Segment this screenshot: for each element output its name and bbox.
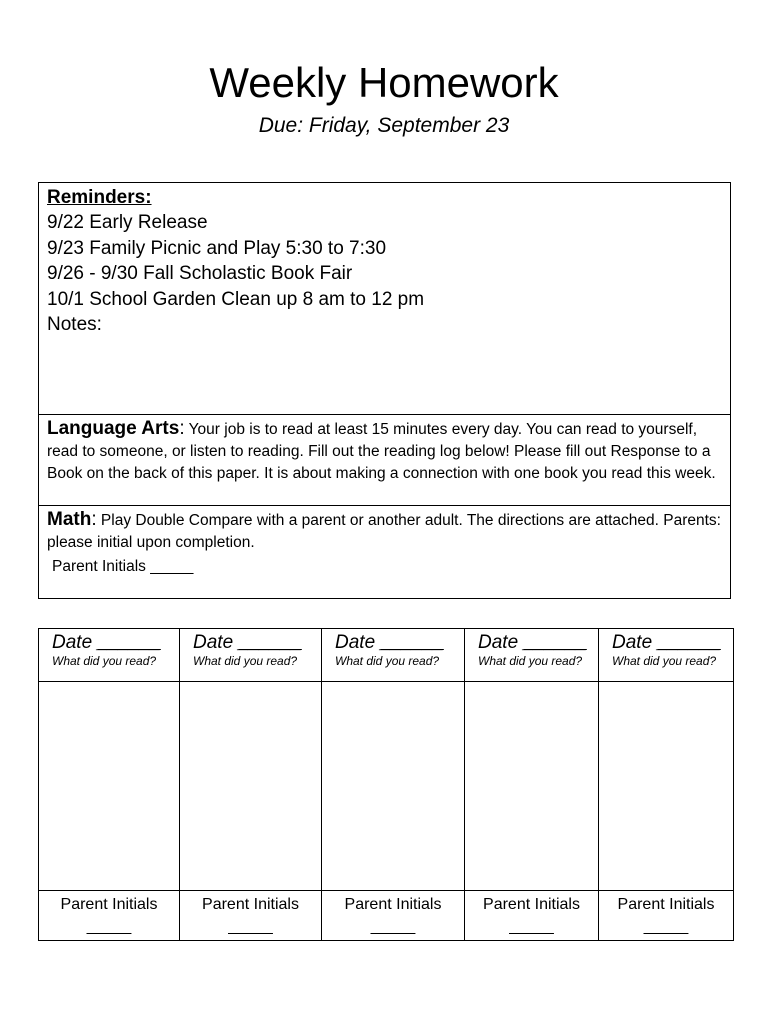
parent-initials-label: Parent Initials bbox=[483, 896, 580, 913]
info-box bbox=[38, 182, 731, 599]
parent-initials-cell[interactable] bbox=[39, 891, 180, 941]
reading-prompt: What did you read? bbox=[612, 654, 717, 668]
language-arts-heading: Language Arts: bbox=[47, 418, 185, 439]
reminder-item: 10/1 School Garden Clean up 8 am to 12 pm bbox=[47, 288, 425, 310]
math-heading: Math: bbox=[47, 509, 97, 530]
parent-initials-label: Parent Initials bbox=[202, 896, 299, 913]
reading-log-table bbox=[38, 628, 734, 941]
date-label: Date ______ bbox=[335, 632, 444, 653]
date-cell[interactable] bbox=[39, 629, 180, 682]
math-parent-initials: Parent Initials _____ bbox=[52, 558, 194, 575]
parent-initials-cell[interactable] bbox=[465, 891, 599, 941]
parent-initials-blank: _____ bbox=[228, 918, 273, 935]
parent-initials-cell[interactable] bbox=[180, 891, 322, 941]
parent-initials-blank: _____ bbox=[370, 918, 416, 935]
reading-log-body-row bbox=[39, 682, 734, 891]
parent-initials-blank: _____ bbox=[643, 918, 689, 935]
reading-entry-cell[interactable] bbox=[39, 682, 180, 891]
reading-log-footer-row bbox=[39, 891, 734, 941]
math-text: Play Double Compare with a parent or another adult. The directions are attached. Parents: please initial upon completion. bbox=[47, 512, 721, 551]
page-title: Weekly Homework bbox=[209, 59, 559, 106]
parent-initials-blank: _____ bbox=[86, 918, 132, 935]
date-label: Date ______ bbox=[52, 632, 161, 653]
language-arts-section bbox=[39, 415, 730, 506]
notes-label: Notes: bbox=[47, 314, 102, 336]
reminder-item: 9/26 - 9/30 Fall Scholastic Book Fair bbox=[47, 263, 353, 285]
parent-initials-cell[interactable] bbox=[322, 891, 465, 941]
reading-prompt: What did you read? bbox=[335, 654, 440, 668]
language-arts-text: Your job is to read at least 15 minutes every day. You can read to yourself, read to someone, or listen to reading. Fill out the reading log below! Please fill out Response to a Book on the back of this paper. It is about making a connection with one book you read this week. bbox=[47, 421, 716, 482]
reminders-heading: Reminders: bbox=[47, 187, 152, 208]
reading-prompt: What did you read? bbox=[478, 654, 583, 668]
reading-prompt: What did you read? bbox=[193, 654, 298, 668]
parent-initials-label: Parent Initials bbox=[617, 896, 715, 913]
parent-initials-blank: _____ bbox=[509, 918, 554, 935]
date-cell[interactable] bbox=[465, 629, 599, 682]
reading-prompt: What did you read? bbox=[52, 654, 157, 668]
reading-entry-cell[interactable] bbox=[180, 682, 322, 891]
reminders-section bbox=[39, 183, 730, 415]
reminder-item: 9/23 Family Picnic and Play 5:30 to 7:30 bbox=[47, 237, 387, 259]
reading-entry-cell[interactable] bbox=[465, 682, 599, 891]
date-cell[interactable] bbox=[180, 629, 322, 682]
parent-initials-label: Parent Initials bbox=[344, 896, 442, 913]
reminder-item: 9/22 Early Release bbox=[47, 212, 208, 234]
date-cell[interactable] bbox=[322, 629, 465, 682]
math-section bbox=[39, 506, 730, 599]
reading-entry-cell[interactable] bbox=[322, 682, 465, 891]
reading-log-header-row bbox=[39, 629, 734, 682]
date-label: Date ______ bbox=[193, 632, 302, 653]
date-label: Date ______ bbox=[612, 632, 721, 653]
parent-initials-label: Parent Initials bbox=[60, 896, 158, 913]
parent-initials-cell[interactable] bbox=[599, 891, 734, 941]
reading-entry-cell[interactable] bbox=[599, 682, 734, 891]
due-date: Due: Friday, September 23 bbox=[258, 114, 510, 137]
date-label: Date ______ bbox=[478, 632, 587, 653]
date-cell[interactable] bbox=[599, 629, 734, 682]
